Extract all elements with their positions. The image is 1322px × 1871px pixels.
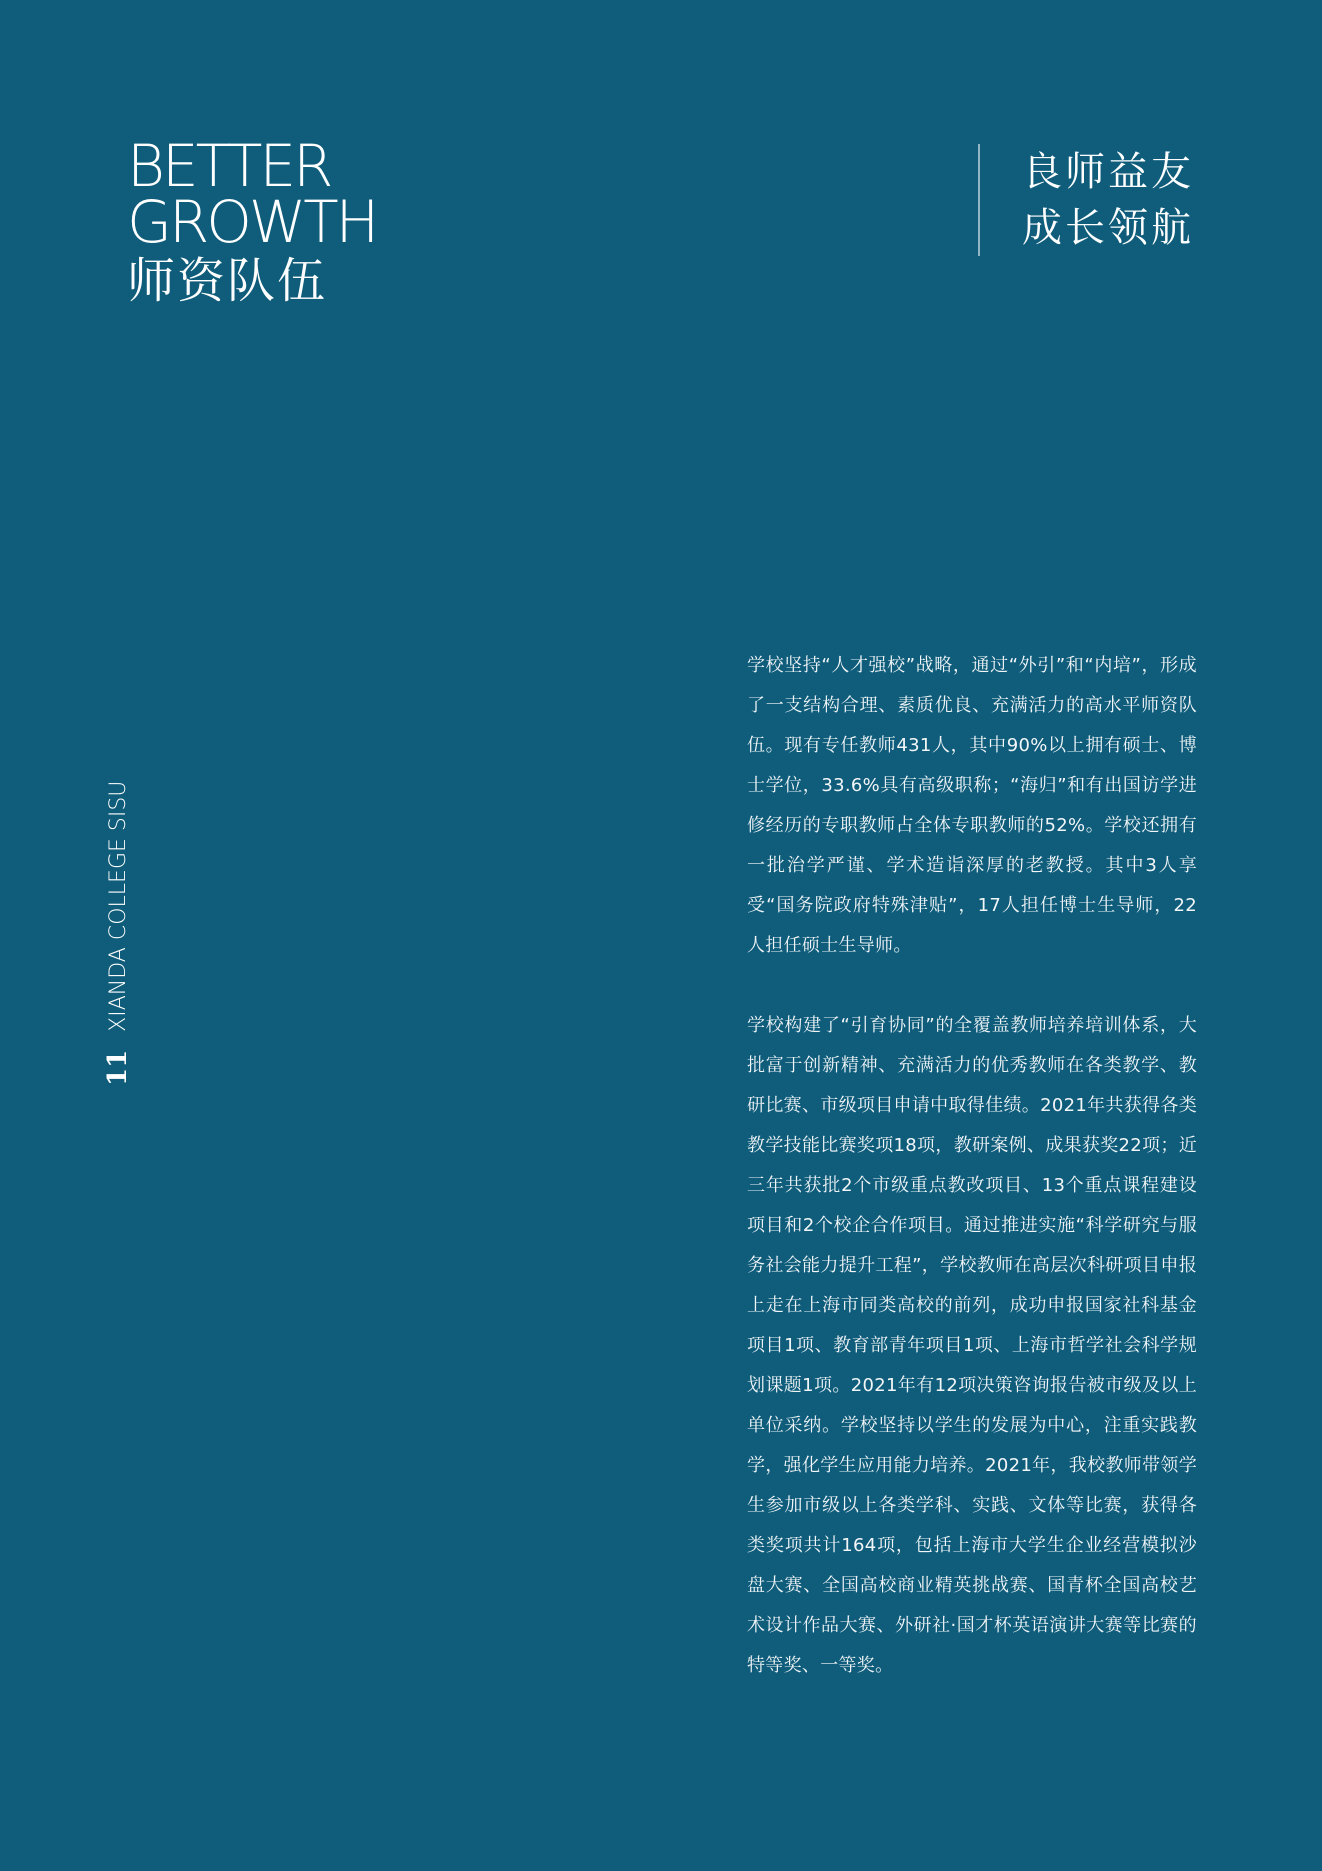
section-title	[127, 132, 547, 312]
title-english-line1: BETTER	[127, 132, 331, 200]
paragraph-2: 学校构建了“引育协同”的全覆盖教师培养培训体系，大批富于创新精神、充满活力的优秀教师在各类教学、教研比赛、市级项目申请中取得佳绩。2021年共获得各类教学技能比赛奖项18项，教研案例、成果获奖22项；近三年共获批2个市级重点教改项目、13个重点课程建设项目和2个校企合作项目。通过推进实施“科学研究与服务社会能力提升工程”，学校教师在高层次科研项目申报上走在上海市同类高校的前列，成功申报国家社科基金项目1项、教育部青年项目1项、上海市哲学社会科学规划课题1项。2021年有12项决策咨询报告被市级及以上单位采纳。学校坚持以学生的发展为中心，注重实践教学，强化学生应用能力培养。2021年，我校教师带领学生参加市级以上各类学科、实践、文体等比赛，获得各类奖项共计164项，包括上海市大学生企业经营模拟沙盘大赛、全国高校商业精英挑战赛、国青杯全国高校艺术设计作品大赛、外研社·国才杯英语演讲大赛等比赛的特等奖、一等奖。	[747, 1015, 1197, 1676]
side-label	[100, 781, 136, 1086]
page-number: 11	[103, 1049, 133, 1086]
slogan-line1: 良师益友	[1022, 149, 1194, 195]
title-chinese: 师资队伍	[127, 253, 328, 309]
title-english-line2: GROWTH	[127, 188, 377, 256]
slogan-line2: 成长领航	[1022, 205, 1194, 251]
paragraph-1: 学校坚持“人才强校”战略，通过“外引”和“内培”，形成了一支结构合理、素质优良、充满活力的高水平师资队伍。现有专任教师431人，其中90%以上拥有硕士、博士学位，33.6%具有高级职称；“海归”和有出国访学进修经历的专职教师占全体专职教师的52%。学校还拥有一批治学严谨、学术造诣深厚的老教授。其中3人享受“国务院政府特殊津贴”，17人担任博士生导师，22人担任硕士生导师。	[747, 655, 1197, 956]
body-text	[747, 646, 1197, 1686]
slogan	[978, 144, 1194, 256]
college-name: XIANDA COLLEGE SISU	[105, 780, 131, 1032]
